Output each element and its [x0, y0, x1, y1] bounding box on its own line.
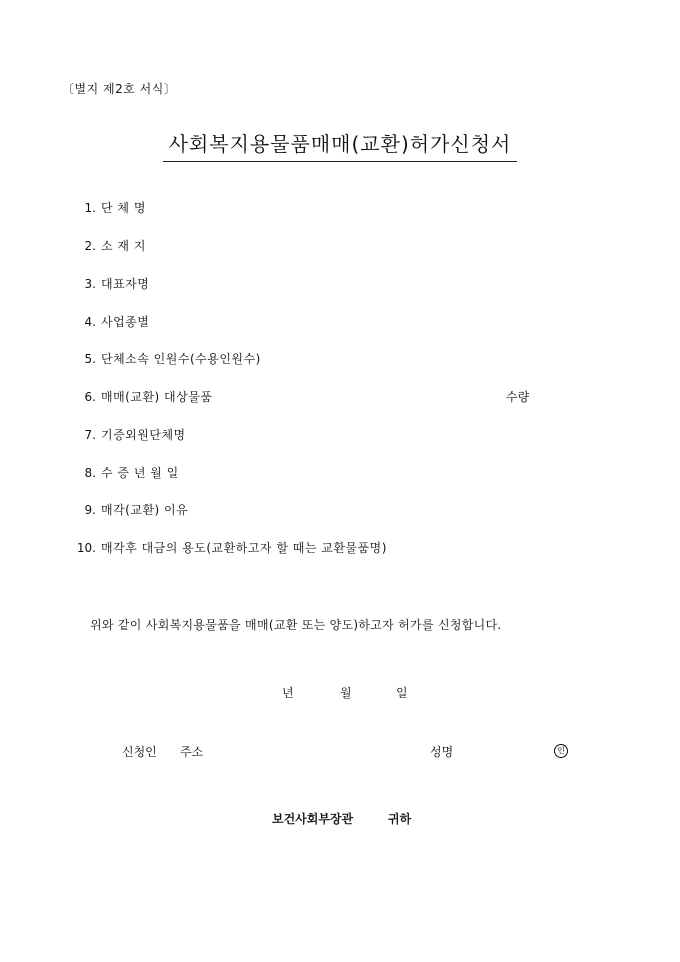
document-title: 사회복지용물품매매(교환)허가신청서: [163, 128, 518, 162]
item-number: 9.: [84, 503, 96, 517]
item-number: 6.: [84, 390, 96, 404]
list-item: [0, 349, 680, 369]
item-number: 2.: [84, 239, 96, 253]
item-label: 매각(교환) 이유: [101, 503, 189, 517]
item-label: 대표자명: [101, 277, 150, 291]
date-day-label: 일: [396, 686, 408, 700]
item-label: 단체소속 인원수(수용인원수): [101, 352, 261, 366]
recipient-office: 보건사회부장관: [272, 812, 354, 826]
title-container: [0, 128, 680, 162]
item-number: 4.: [84, 315, 96, 329]
item-label: 매매(교환) 대상물품: [101, 390, 213, 404]
list-item: [0, 236, 680, 256]
date-month-label: 월: [340, 686, 352, 700]
item-label: 기증외원단체명: [101, 428, 186, 442]
application-statement: 위와 같이 사회복지용물품을 매매(교환 또는 양도)하고자 허가를 신청합니다.: [90, 618, 502, 632]
list-item: [0, 312, 680, 332]
item-label: 소 재 지: [101, 239, 146, 253]
applicant-label: 신청인: [122, 745, 157, 759]
item-number: 3.: [84, 277, 96, 291]
list-item: [0, 538, 680, 558]
list-item: [0, 425, 680, 445]
item-number: 5.: [84, 352, 96, 366]
item-label: 사업종별: [101, 315, 150, 329]
item-label: 매각후 대금의 용도(교환하고자 할 때는 교환물품명): [101, 541, 387, 555]
item-number: 1.: [84, 201, 96, 215]
list-item: [0, 387, 680, 407]
quantity-label: 수량: [506, 390, 530, 404]
item-number: 7.: [84, 428, 96, 442]
seal-mark: 인: [554, 744, 568, 758]
item-number: 10.: [76, 541, 96, 555]
list-item: [0, 463, 680, 483]
item-label: 단 체 명: [101, 201, 146, 215]
address-label: 주소: [180, 745, 204, 759]
list-item: [0, 500, 680, 520]
date-year-label: 년: [282, 686, 294, 700]
list-item: [0, 274, 680, 294]
form-reference: 〔별지 제2호 서식〕: [62, 82, 177, 96]
list-item: [0, 198, 680, 218]
recipient-honorific: 귀하: [388, 812, 412, 826]
item-label: 수 증 년 월 일: [101, 466, 179, 480]
name-label: 성명: [430, 745, 454, 759]
item-number: 8.: [84, 466, 96, 480]
